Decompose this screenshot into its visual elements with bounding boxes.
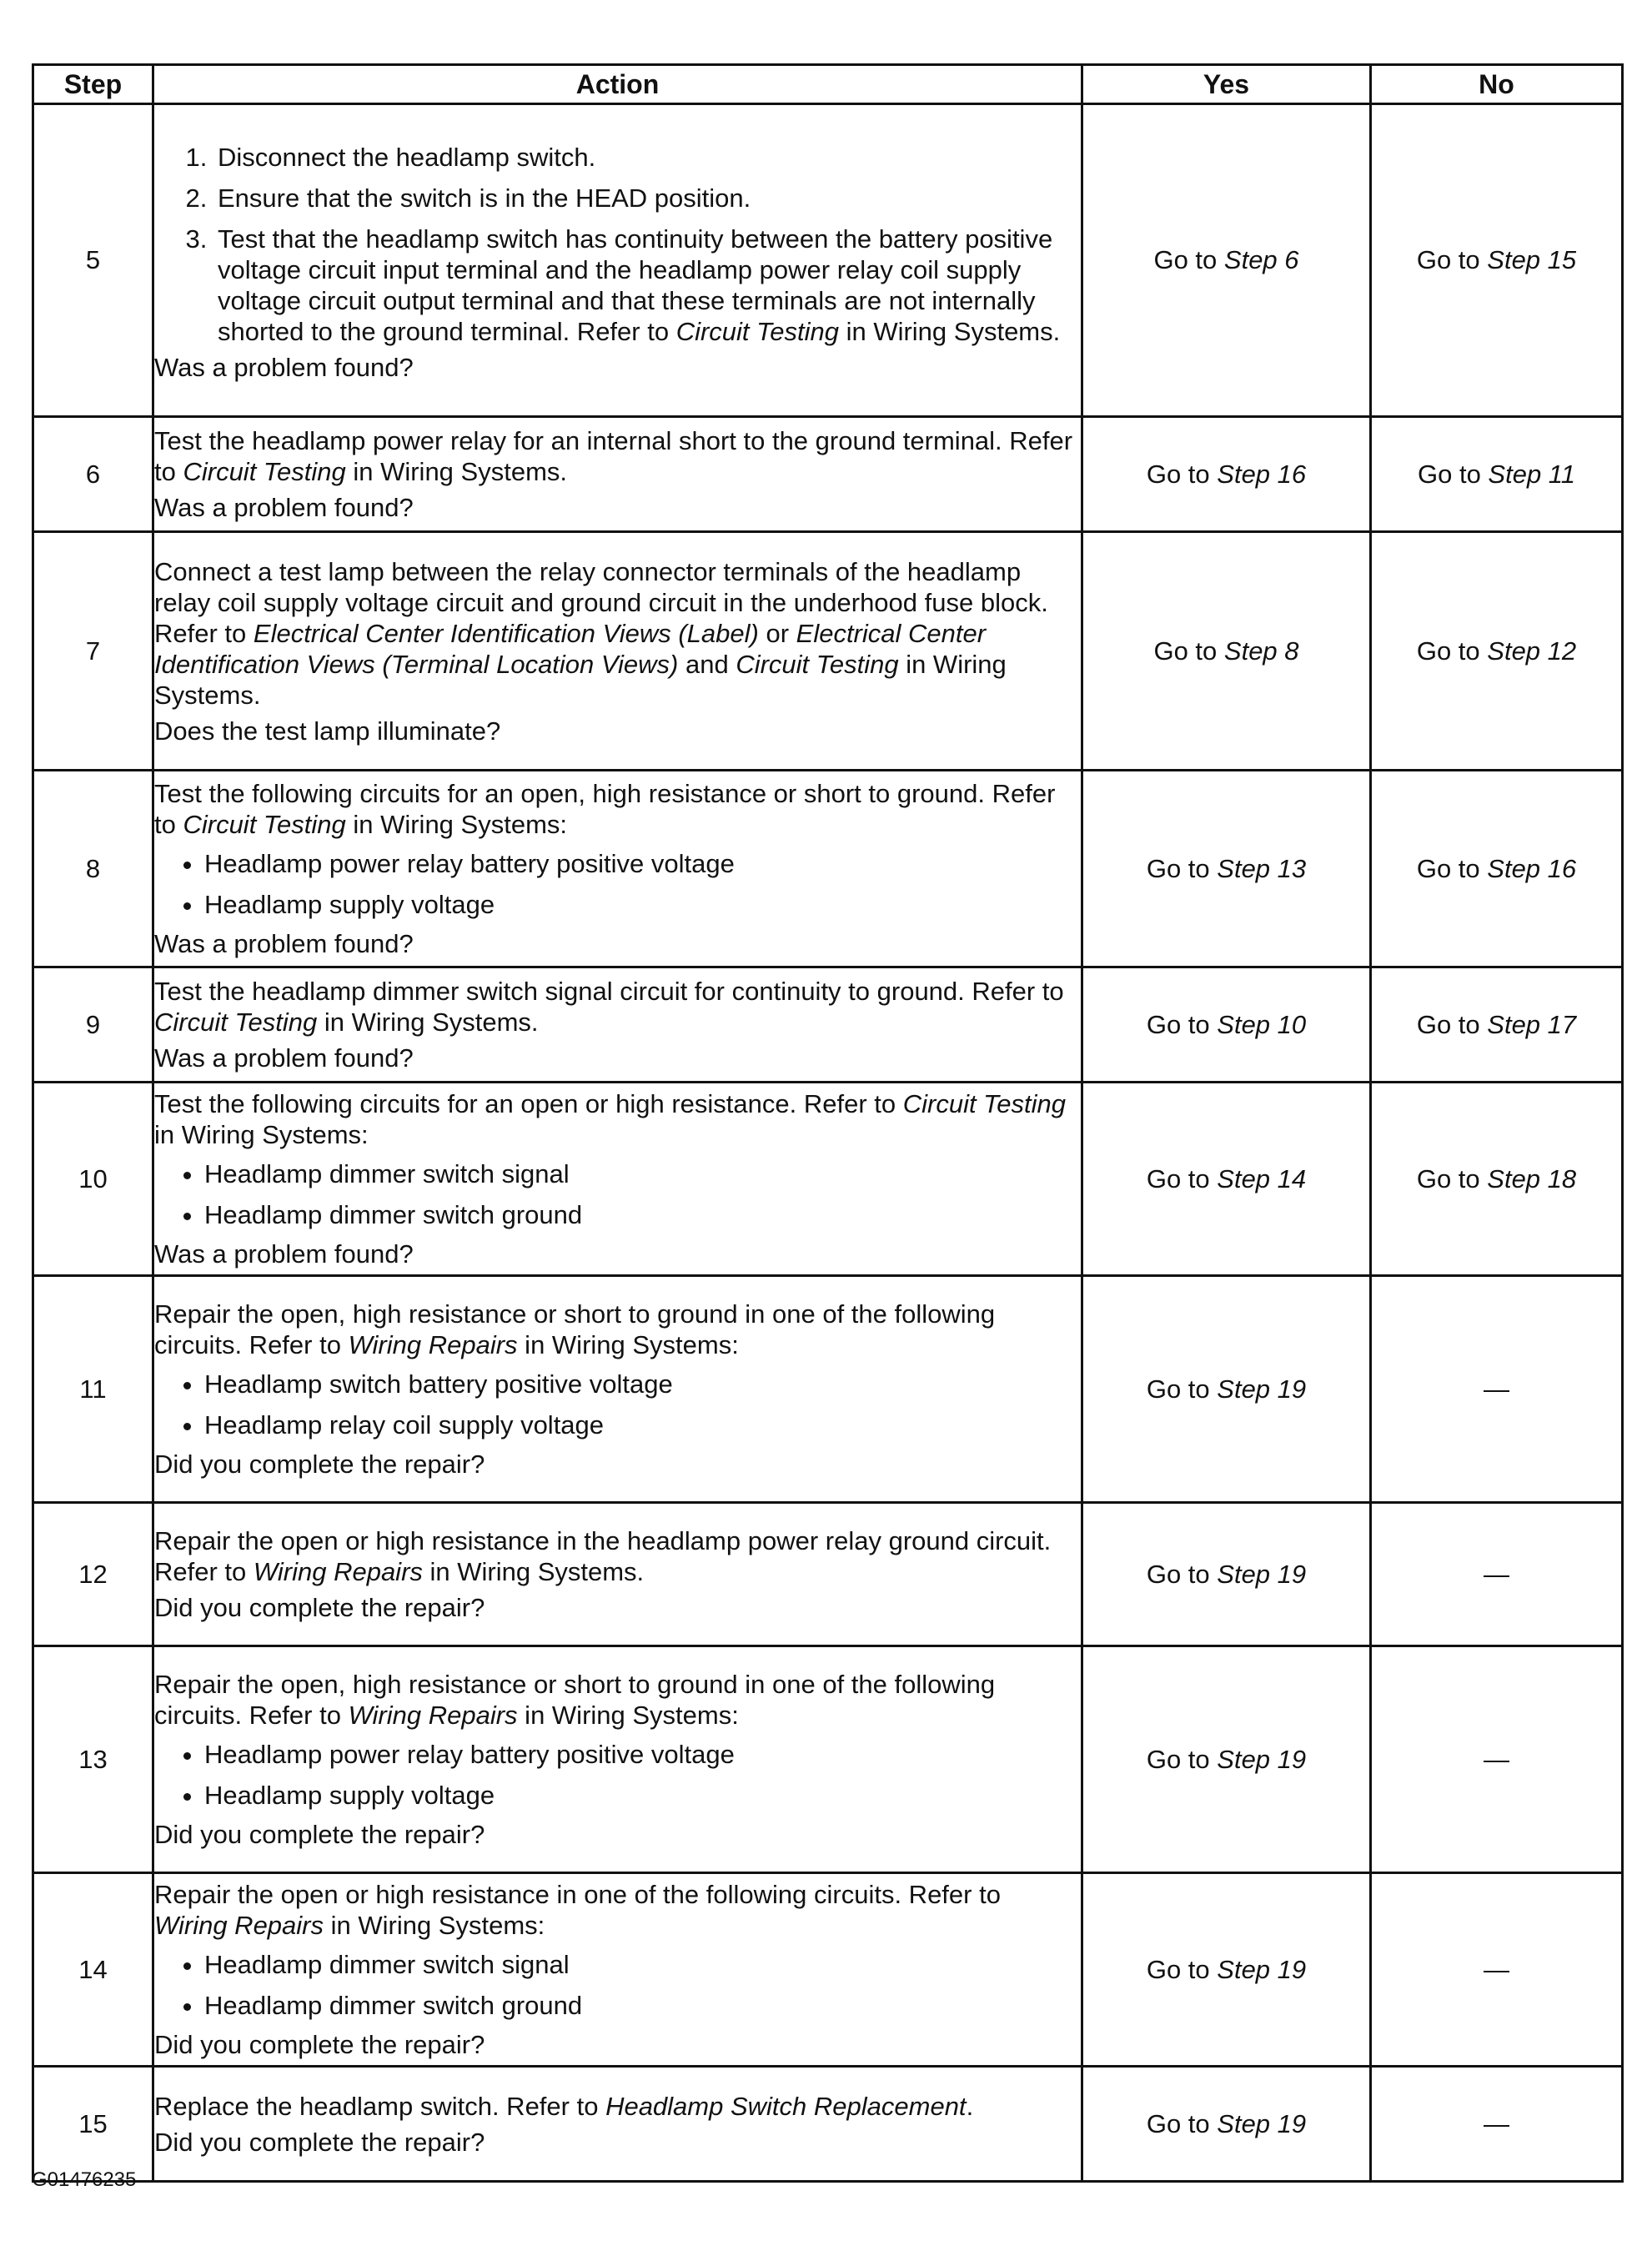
instruction-text: Repair the open or high resistance in the headlamp power relay ground circuit. Refer to Wiring Repairs in Wiring Systems. <box>154 1526 1052 1586</box>
yes-cell: Go to Step 19 <box>1082 1503 1371 1646</box>
step-reference: Step 16 <box>1217 459 1307 489</box>
step-reference: Step 8 <box>1223 636 1299 666</box>
table-row <box>33 1646 1623 1873</box>
list-item: • Headlamp supply voltage <box>204 1780 1081 1811</box>
question: Does the test lamp illuminate? <box>154 716 501 746</box>
header-action: Action <box>153 65 1082 104</box>
reference-link: Circuit Testing <box>736 649 899 679</box>
step-number: 13 <box>33 1646 153 1873</box>
action-cell <box>153 1503 1082 1646</box>
list-item: • Headlamp power relay battery positive voltage <box>204 848 1081 879</box>
no-cell: — <box>1371 2067 1623 2182</box>
step-number: 6 <box>33 417 153 532</box>
no-cell: Go to Step 11 <box>1371 417 1623 532</box>
step-reference: Step 12 <box>1487 636 1577 666</box>
instruction-text: Replace the headlamp switch. Refer to Headlamp Switch Replacement. <box>154 2091 974 2121</box>
step-reference: Step 13 <box>1217 853 1307 883</box>
table-row <box>33 1276 1623 1503</box>
table-header-row <box>33 65 1623 104</box>
no-cell: Go to Step 15 <box>1371 104 1623 417</box>
diagnostic-table <box>32 63 1624 2183</box>
step-reference: Step 16 <box>1487 853 1577 883</box>
reference-link: Wiring Repairs <box>348 1330 518 1359</box>
step-reference: Step 15 <box>1487 245 1577 274</box>
yes-cell: Go to Step 6 <box>1082 104 1371 417</box>
reference-link: Circuit Testing <box>675 316 839 346</box>
yes-cell: Go to Step 16 <box>1082 417 1371 532</box>
instruction-text: Repair the open, high resistance or short to ground in one of the following circuits. Refer to Wiring Repairs in Wiring Systems: <box>154 1299 996 1359</box>
list-item: • Headlamp power relay battery positive voltage <box>204 1739 1081 1770</box>
reference-link: Wiring Repairs <box>154 1911 324 1940</box>
step-number: 12 <box>33 1503 153 1646</box>
no-cell: Go to Step 18 <box>1371 1083 1623 1276</box>
step-reference: Step 19 <box>1217 1954 1307 1984</box>
list-item: 1. Disconnect the headlamp switch. <box>214 142 1081 173</box>
header-step: Step <box>33 65 153 104</box>
reference-link: Circuit Testing <box>902 1089 1066 1118</box>
action-cell <box>153 1646 1082 1873</box>
step-number: 10 <box>33 1083 153 1276</box>
reference-link: Circuit Testing <box>183 810 346 839</box>
table-row <box>33 771 1623 967</box>
step-reference: Step 19 <box>1217 2108 1307 2138</box>
yes-cell: Go to Step 10 <box>1082 967 1371 1083</box>
question: Was a problem found? <box>154 493 414 522</box>
instruction-text: Connect a test lamp between the relay connector terminals of the headlamp relay coil supply voltage circuit and ground circuit in the underhood fuse block. Refer to Electrical Center Identification Views (Label) or Electrical Center Identification Views (Terminal Location Views) and Circuit Testing in Wiring Systems. <box>154 556 1048 710</box>
question: Was a problem found? <box>154 929 414 958</box>
step-reference: Step 19 <box>1217 1559 1307 1589</box>
action-cell <box>153 532 1082 771</box>
reference-link: Electrical Center Identification Views (Terminal Location Views) <box>154 618 987 679</box>
table-row <box>33 532 1623 771</box>
step-number: 15 <box>33 2067 153 2182</box>
circuit-list <box>154 1158 1081 1230</box>
circuit-list <box>154 1369 1081 1440</box>
circuit-list <box>154 1949 1081 2021</box>
list-item: • Headlamp supply voltage <box>204 889 1081 920</box>
table-row <box>33 417 1623 532</box>
list-item: • Headlamp dimmer switch ground <box>204 1199 1081 1230</box>
list-item: 2. Ensure that the switch is in the HEAD position. <box>214 183 1081 214</box>
circuit-list <box>154 1739 1081 1811</box>
reference-link: Headlamp Switch Replacement <box>605 2091 967 2121</box>
reference-link: Wiring Repairs <box>253 1557 423 1586</box>
no-cell: Go to Step 17 <box>1371 967 1623 1083</box>
table-row <box>33 2067 1623 2182</box>
header-no: No <box>1371 65 1623 104</box>
question: Did you complete the repair? <box>154 1450 485 1479</box>
action-cell <box>153 1873 1082 2067</box>
step-reference: Step 10 <box>1217 1009 1307 1039</box>
table-body <box>33 104 1623 2182</box>
instruction-text: Test the following circuits for an open, high resistance or short to ground. Refer to Circuit Testing in Wiring Systems: <box>154 779 1056 839</box>
list-item: 3. Test that the headlamp switch has continuity between the battery positive voltage circuit input terminal and the headlamp power relay coil supply voltage circuit output terminal and that these terminals are not internally shorted to the ground terminal. Refer to Circuit Testing in Wiring Systems. <box>214 224 1081 347</box>
action-cell <box>153 2067 1082 2182</box>
instruction-text: Test the following circuits for an open or high resistance. Refer to Circuit Testing in Wiring Systems: <box>154 1089 1066 1149</box>
step-number: 14 <box>33 1873 153 2067</box>
yes-cell: Go to Step 19 <box>1082 1276 1371 1503</box>
yes-cell: Go to Step 8 <box>1082 532 1371 771</box>
no-cell: — <box>1371 1873 1623 2067</box>
step-number: 11 <box>33 1276 153 1503</box>
numbered-steps <box>154 142 1081 347</box>
question: Was a problem found? <box>154 352 414 382</box>
no-cell: — <box>1371 1276 1623 1503</box>
yes-cell: Go to Step 19 <box>1082 1646 1371 1873</box>
table-row <box>33 104 1623 417</box>
circuit-list <box>154 848 1081 920</box>
table-row <box>33 1503 1623 1646</box>
header-yes: Yes <box>1082 65 1371 104</box>
question: Was a problem found? <box>154 1043 414 1073</box>
list-item: • Headlamp dimmer switch ground <box>204 1990 1081 2021</box>
question: Did you complete the repair? <box>154 2030 485 2059</box>
step-number: 7 <box>33 532 153 771</box>
step-reference: Step 11 <box>1488 459 1575 489</box>
instruction-text: Test the headlamp dimmer switch signal circuit for continuity to ground. Refer to Circuit Testing in Wiring Systems. <box>154 977 1064 1037</box>
reference-link: Circuit Testing <box>154 1007 318 1037</box>
action-cell <box>153 967 1082 1083</box>
action-cell <box>153 1083 1082 1276</box>
instruction-text: Repair the open, high resistance or short to ground in one of the following circuits. Refer to Wiring Repairs in Wiring Systems: <box>154 1670 996 1730</box>
yes-cell: Go to Step 19 <box>1082 1873 1371 2067</box>
instruction-text: Repair the open or high resistance in one of the following circuits. Refer to Wiring Repairs in Wiring Systems: <box>154 1880 1001 1940</box>
action-cell <box>153 1276 1082 1503</box>
reference-link: Circuit Testing <box>183 457 346 486</box>
step-reference: Step 19 <box>1217 1374 1307 1404</box>
question: Did you complete the repair? <box>154 1820 485 1849</box>
action-cell <box>153 771 1082 967</box>
list-item: • Headlamp dimmer switch signal <box>204 1949 1081 1980</box>
table-row <box>33 1873 1623 2067</box>
list-item: • Headlamp dimmer switch signal <box>204 1158 1081 1189</box>
list-item: • Headlamp relay coil supply voltage <box>204 1409 1081 1440</box>
no-cell: — <box>1371 1646 1623 1873</box>
list-item: • Headlamp switch battery positive voltage <box>204 1369 1081 1399</box>
step-number: 5 <box>33 104 153 417</box>
reference-link: Wiring Repairs <box>348 1701 518 1730</box>
step-reference: Step 17 <box>1487 1009 1577 1039</box>
yes-cell: Go to Step 19 <box>1082 2067 1371 2182</box>
table-row <box>33 967 1623 1083</box>
yes-cell: Go to Step 14 <box>1082 1083 1371 1276</box>
no-cell: Go to Step 12 <box>1371 532 1623 771</box>
reference-link: Electrical Center Identification Views (Label) <box>253 618 759 648</box>
question: Did you complete the repair? <box>154 1593 485 1622</box>
step-reference: Step 14 <box>1217 1163 1307 1193</box>
question: Did you complete the repair? <box>154 2127 485 2157</box>
action-cell <box>153 104 1082 417</box>
step-reference: Step 18 <box>1487 1163 1577 1193</box>
step-reference: Step 6 <box>1223 245 1299 274</box>
no-cell: Go to Step 16 <box>1371 771 1623 967</box>
question: Was a problem found? <box>154 1239 414 1269</box>
no-cell: — <box>1371 1503 1623 1646</box>
diagnostic-table-sheet <box>32 63 1621 2183</box>
yes-cell: Go to Step 13 <box>1082 771 1371 967</box>
table-row <box>33 1083 1623 1276</box>
action-cell <box>153 417 1082 532</box>
step-reference: Step 19 <box>1217 1744 1307 1774</box>
step-number: 8 <box>33 771 153 967</box>
instruction-text: Test the headlamp power relay for an internal short to the ground terminal. Refer to Circuit Testing in Wiring Systems. <box>154 426 1073 486</box>
figure-id: G01476235 <box>32 2168 137 2191</box>
step-number: 9 <box>33 967 153 1083</box>
